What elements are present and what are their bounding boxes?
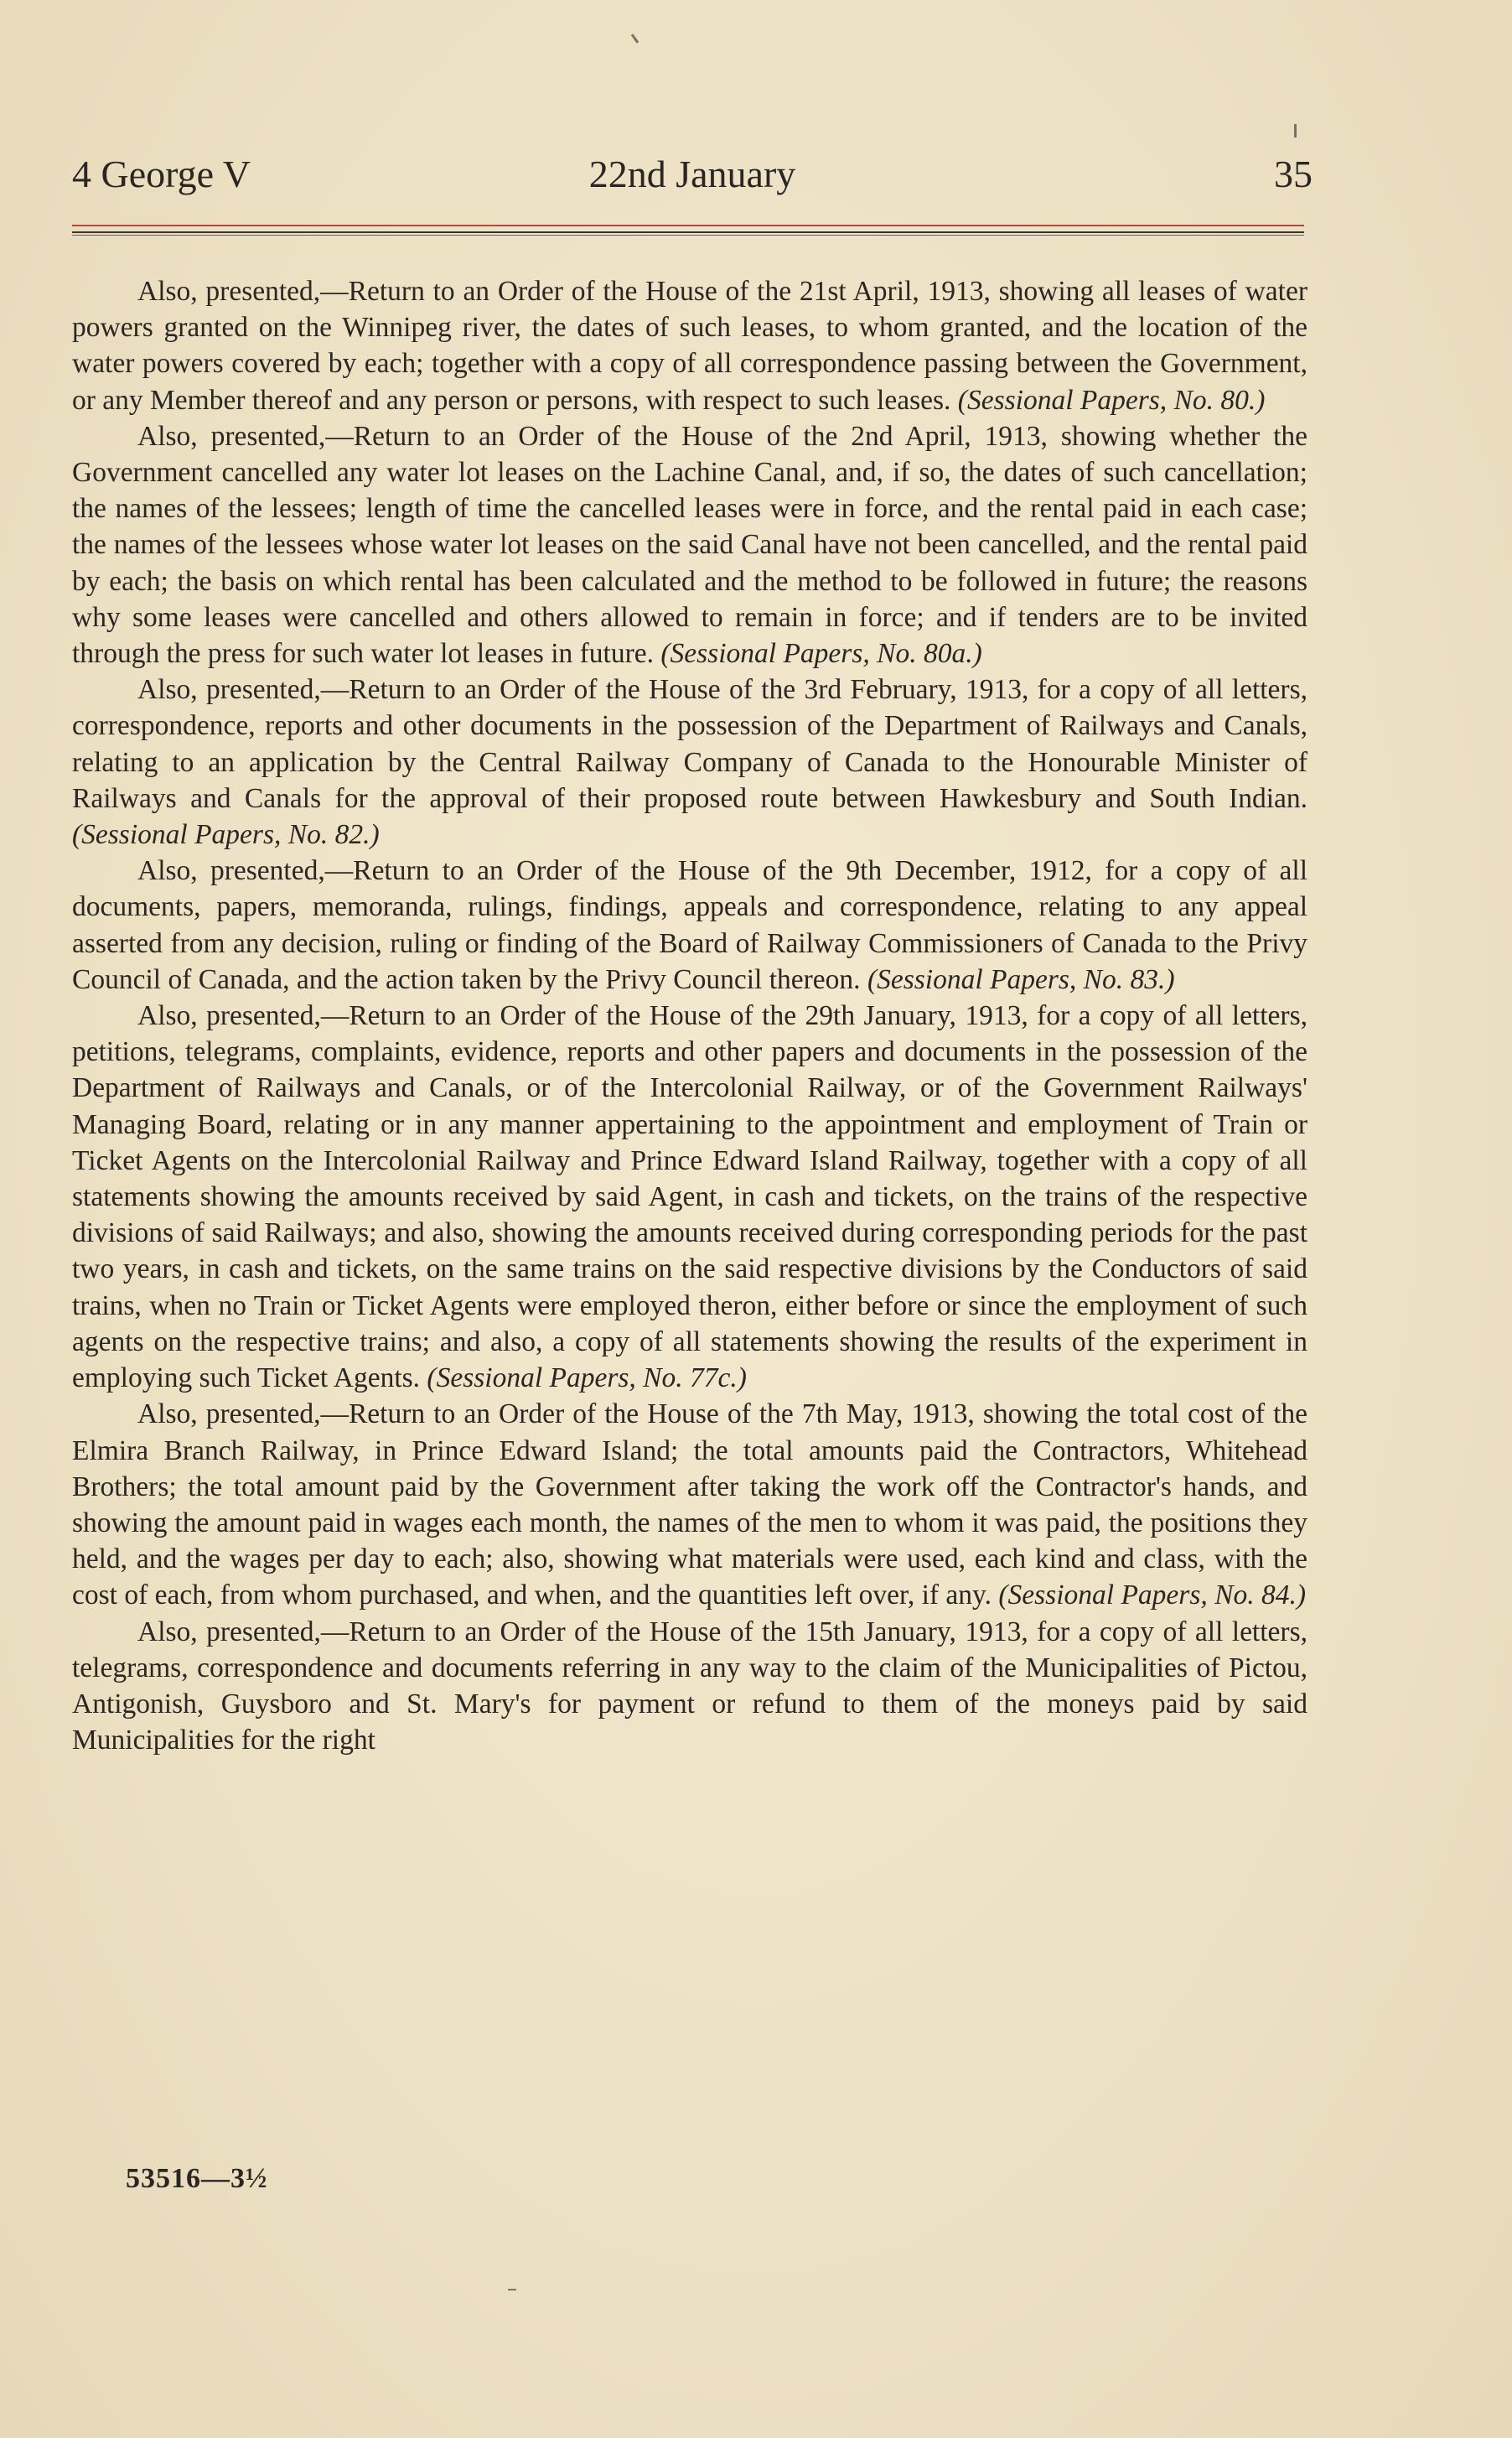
- paragraph-return-82: [72, 672, 1307, 853]
- paper-speck: [508, 2289, 516, 2290]
- printer-signature: 53516—3½: [126, 2163, 268, 2194]
- paragraph-return-84: [72, 1396, 1307, 1613]
- sessional-paper-ref: (Sessional Papers, No. 82.): [72, 819, 380, 851]
- paragraph-text: Also, presented,—Return to an Order of the House of the 2nd April, 1913, showing whether the Government cancelled any water lot leases on the Lachine Canal, and, if so, the dates of such cancellation; the names of the lessees; length of time the cancelled leases were in force, and the rental paid in each case; the names of the lessees whose water lot leases on the said Canal have not been cancelled, and the rental paid by each; the basis on which rental has been calculated and the method to be followed in future; the reasons why some leases were cancelled and others allowed to remain in force; and if tenders are to be invited through the press for such water lot leases in future.: [72, 420, 1307, 670]
- paragraph-return-municipalities: [72, 1614, 1307, 1759]
- sessional-paper-ref: (Sessional Papers, No. 84.): [998, 1580, 1306, 1611]
- paper-speck: [1294, 124, 1297, 137]
- paragraph-return-80a: [72, 418, 1307, 672]
- page-number: 35: [1274, 153, 1313, 195]
- sessional-paper-ref: (Sessional Papers, No. 80.): [957, 384, 1266, 416]
- paragraph-return-80: [72, 273, 1307, 418]
- sessional-paper-ref: (Sessional Papers, No. 77c.): [427, 1362, 747, 1394]
- sessional-paper-ref: (Sessional Papers, No. 80a.): [660, 638, 982, 670]
- header-regnal-year: 4 George V: [72, 153, 251, 195]
- document-body: [72, 273, 1307, 1758]
- paper-speck: [631, 34, 639, 44]
- header-rule-red: [72, 225, 1304, 226]
- sessional-paper-ref: (Sessional Papers, No. 83.): [867, 963, 1175, 995]
- header-date: 22nd January: [588, 153, 796, 195]
- paragraph-text: Also, presented,—Return to an Order of the House of the 9th December, 1912, for a copy of all documents, papers, memoranda, rulings, findings, appeals and correspondence, relating to any appeal asserted from any decision, ruling or finding of the Board of Railway Commissioners of Canada to the Privy Council of Canada, and the action taken by the Privy Council thereon.: [72, 855, 1307, 995]
- page-header: [72, 149, 1313, 200]
- paragraph-text: Also, presented,—Return to an Order of the House of the 3rd February, 1913, for a copy of all letters, correspondence, reports and other documents in the possession of the Department of Railways and Canals, relating to an application by the Central Railway Company of Canada to the Honourable Minister of Railways and Canals for the approval of their proposed route between Hawkesbury and South Indian.: [72, 674, 1307, 814]
- paragraph-text: Also, presented,—Return to an Order of the House of the 21st April, 1913, showing all leases of water powers granted on the Winnipeg river, the dates of such leases, to whom granted, and the location of the water powers covered by each; together with a copy of all correspondence passing between the Government, or any Member thereof and any person or persons, with respect to such leases.: [72, 276, 1307, 416]
- paragraph-return-77c: [72, 998, 1307, 1396]
- header-rule-double: [72, 231, 1304, 236]
- paragraph-text: Also, presented,—Return to an Order of the House of the 15th January, 1913, for a copy of all letters, telegrams, correspondence and documents referring in any way to the claim of the Municipalities of Pictou, Antigonish, Guysboro and St. Mary's for payment or refund to them of the moneys paid by said Municipalities for the right: [72, 1616, 1307, 1756]
- paragraph-return-83: [72, 853, 1307, 998]
- paragraph-text: Also, presented,—Return to an Order of the House of the 29th January, 1913, for a copy of all letters, petitions, telegrams, complaints, evidence, reports and other papers and documents in the possession of the Department of Railways and Canals, or of the Intercolonial Railway, or of the Government Railways' Managing Board, relating or in any manner appertaining to the appointment and employment of Train or Ticket Agents on the Intercolonial Railway and Prince Edward Island Railway, together with a copy of all statements showing the amounts received by said Agent, in cash and tickets, on the trains of the respective divisions of said Railways; and also, showing the amounts received during corresponding periods for the past two years, in cash and tickets, on the same trains on the said respective divisions by the Conductors of said trains, when no Train or Ticket Agents were employed theron, either before or since the employment of such agents on the respective trains; and also, a copy of all statements showing the results of the experiment in employing such Ticket Agents.: [72, 1000, 1307, 1394]
- paragraph-text: Also, presented,—Return to an Order of the House of the 7th May, 1913, showing the total cost of the Elmira Branch Railway, in Prince Edward Island; the total amounts paid the Contractors, Whitehead Brothers; the total amount paid by the Government after taking the work off the Contractor's hands, and showing the amount paid in wages each month, the names of the men to whom it was paid, the positions they held, and the wages per day to each; also, showing what materials were used, each kind and class, with the cost of each, from whom purchased, and when, and the quantities left over, if any.: [72, 1398, 1307, 1611]
